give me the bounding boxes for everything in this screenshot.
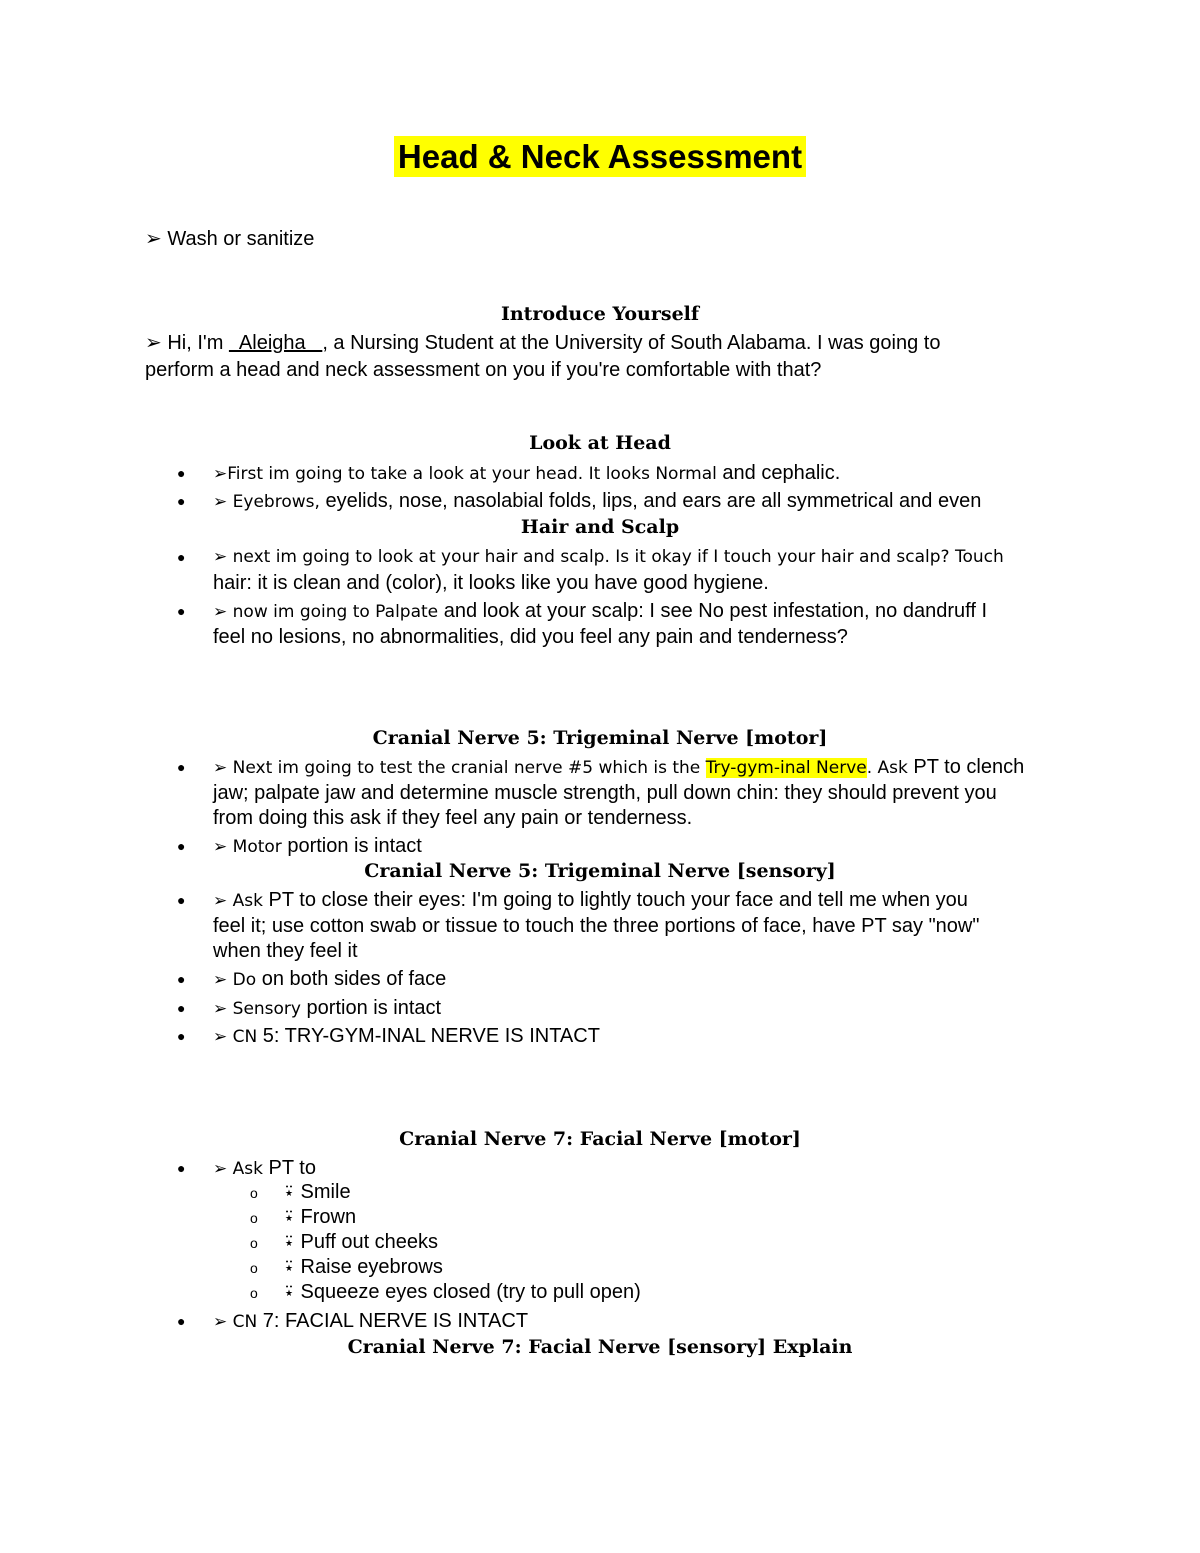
look-head-b2-c: eyelids, nose, nasolabial folds, lips, and ears are all symmetrical and even (319, 490, 982, 512)
cn5-motor-b2-a: ➢ Motor (213, 837, 282, 857)
cn5-sensory-b3-b: portion is intact (300, 997, 442, 1019)
sub-marker: o (250, 1260, 258, 1276)
sub-marker: o (250, 1235, 258, 1251)
heading-introduce: Introduce Yourself (500, 303, 700, 325)
sub-marker: o (250, 1210, 258, 1226)
cn5-sensory-bullet-1-line-2: feel it; use cotton swab or tissue to touch the three portions of face, have PT say "now" (213, 915, 980, 937)
bullet-icon: ● (177, 892, 186, 908)
hair-scalp-bullet-2-line-2: feel no lesions, no abnormalities, did you feel any pain and tenderness? (213, 626, 848, 648)
bullet-icon: ● (177, 493, 186, 509)
cn7-motor-b2-b: 7: FACIAL NERVE IS INTACT (257, 1310, 529, 1332)
page-title (0, 138, 1200, 176)
cn5-sensory-b2-b: on both sides of face (256, 968, 447, 990)
subitem-frown: ⍣ Frown (283, 1206, 357, 1228)
introduce-text-b: , a Nursing Student at the University of South Alabama. I was going to (322, 332, 941, 354)
cn5-sensory-b4-b: 5: TRY-GYM-INAL NERVE IS INTACT (257, 1025, 600, 1047)
cn5-sensory-b3-a: ➢ Sensory (213, 999, 301, 1019)
cn5-sensory-bullet-2 (213, 966, 446, 993)
cn5-motor-bullet-1-line-3: from doing this ask if they feel any pain or tenderness. (213, 807, 693, 829)
bullet-icon: ● (177, 1160, 186, 1176)
cn5-motor-b2-b: portion is intact (281, 835, 422, 857)
student-name: Aleigha (228, 332, 323, 354)
bullet-icon: ● (177, 971, 186, 987)
wash-line: ➢ Wash or sanitize (145, 228, 315, 250)
heading-cn7-sensory: Cranial Nerve 7: Facial Nerve [sensory] Explain (347, 1336, 853, 1358)
subitem-raise-eyebrows: ⍣ Raise eyebrows (283, 1256, 443, 1278)
heading-cn5-sensory: Cranial Nerve 5: Trigeminal Nerve [sensory] (364, 860, 836, 882)
cn5-sensory-b4-a: ➢ CN (213, 1027, 258, 1047)
introduce-line-1 (145, 330, 940, 356)
cn5-sensory-b1-b: PT to close their eyes: I'm going to lightly touch your face and tell me when you (262, 889, 968, 911)
hair-scalp-bullet-1-line-1: ➢ next im going to look at your hair and scalp. Is it okay if I touch your hair and scalp? Touch (213, 547, 1004, 567)
bullet-icon: ● (177, 1000, 186, 1016)
look-head-b2-b: Eyebrows, (232, 492, 320, 512)
bullet-icon: ● (177, 549, 186, 565)
introduce-line-2: perform a head and neck assessment on you if you're comfortable with that? (145, 359, 822, 381)
cn5-sensory-bullet-3 (213, 995, 441, 1022)
hair-scalp-b2-b: and look at your scalp: I see No pest infestation, no dandruff I (438, 600, 987, 622)
cn5-sensory-b1-a: ➢ Ask (213, 891, 263, 911)
look-head-bullet-1 (213, 460, 840, 487)
heading-cn7-motor: Cranial Nerve 7: Facial Nerve [motor] (399, 1128, 801, 1150)
cn5-motor-bullet-2 (213, 833, 422, 860)
bullet-icon: ● (177, 759, 186, 775)
bullet-icon: ● (177, 1313, 186, 1329)
cn7-motor-bullet-1 (213, 1155, 316, 1182)
cn5-motor-bullet-1-line-2: jaw; palpate jaw and determine muscle strength, pull down chin: they should prevent you (213, 782, 997, 804)
cn5-sensory-b2-a: ➢ Do (213, 970, 257, 990)
subitem-squeeze-eyes: ⍣ Squeeze eyes closed (try to pull open) (283, 1281, 641, 1303)
cn5-motor-b1-c: PT to clench (907, 756, 1025, 778)
bullet-icon: ● (177, 465, 186, 481)
cn7-motor-b2-a: ➢ CN (213, 1312, 258, 1332)
cn5-sensory-bullet-1-line-1 (213, 887, 968, 914)
cn5-motor-b1-a: ➢ Next im going to test the cranial nerve #5 which is the (213, 758, 706, 778)
look-head-b2-a: ➢ (213, 492, 233, 512)
hair-scalp-bullet-1-line-2: hair: it is clean and (color), it looks like you have good hygiene. (213, 572, 769, 594)
highlighted-nerve-name: Try-gym-inal Nerve (705, 758, 867, 778)
cn7-motor-b1-a: ➢ Ask (213, 1159, 263, 1179)
look-head-b1-b: Normal (655, 464, 717, 484)
look-head-b1-c: and cephalic. (716, 462, 841, 484)
cn5-motor-bullet-1-line-1 (213, 754, 1024, 781)
bullet-icon: ● (177, 603, 186, 619)
sub-marker: o (250, 1185, 258, 1201)
look-head-bullet-2 (213, 488, 981, 515)
cn7-motor-b1-b: PT to (262, 1157, 316, 1179)
heading-look-head: Look at Head (529, 432, 671, 454)
hair-scalp-bullet-2-line-1 (213, 598, 987, 625)
cn5-sensory-bullet-1-line-3: when they feel it (213, 940, 358, 962)
title-text: Head & Neck Assessment (394, 136, 806, 177)
sub-marker: o (250, 1285, 258, 1301)
cn7-motor-bullet-2 (213, 1308, 528, 1335)
subitem-smile: ⍣ Smile (283, 1181, 351, 1203)
subitem-puff-cheeks: ⍣ Puff out cheeks (283, 1231, 439, 1253)
bullet-icon: ● (177, 838, 186, 854)
introduce-text-a: ➢ Hi, I'm (145, 332, 229, 354)
heading-cn5-motor: Cranial Nerve 5: Trigeminal Nerve [motor] (372, 727, 828, 749)
bullet-icon: ● (177, 1028, 186, 1044)
heading-hair-scalp: Hair and Scalp (520, 516, 680, 538)
cn5-motor-b1-b: . Ask (866, 758, 908, 778)
cn5-sensory-bullet-4 (213, 1023, 600, 1050)
look-head-b1-a: ➢First im going to take a look at your head. It looks (213, 464, 656, 484)
hair-scalp-b2-a: ➢ now im going to Palpate (213, 602, 439, 622)
